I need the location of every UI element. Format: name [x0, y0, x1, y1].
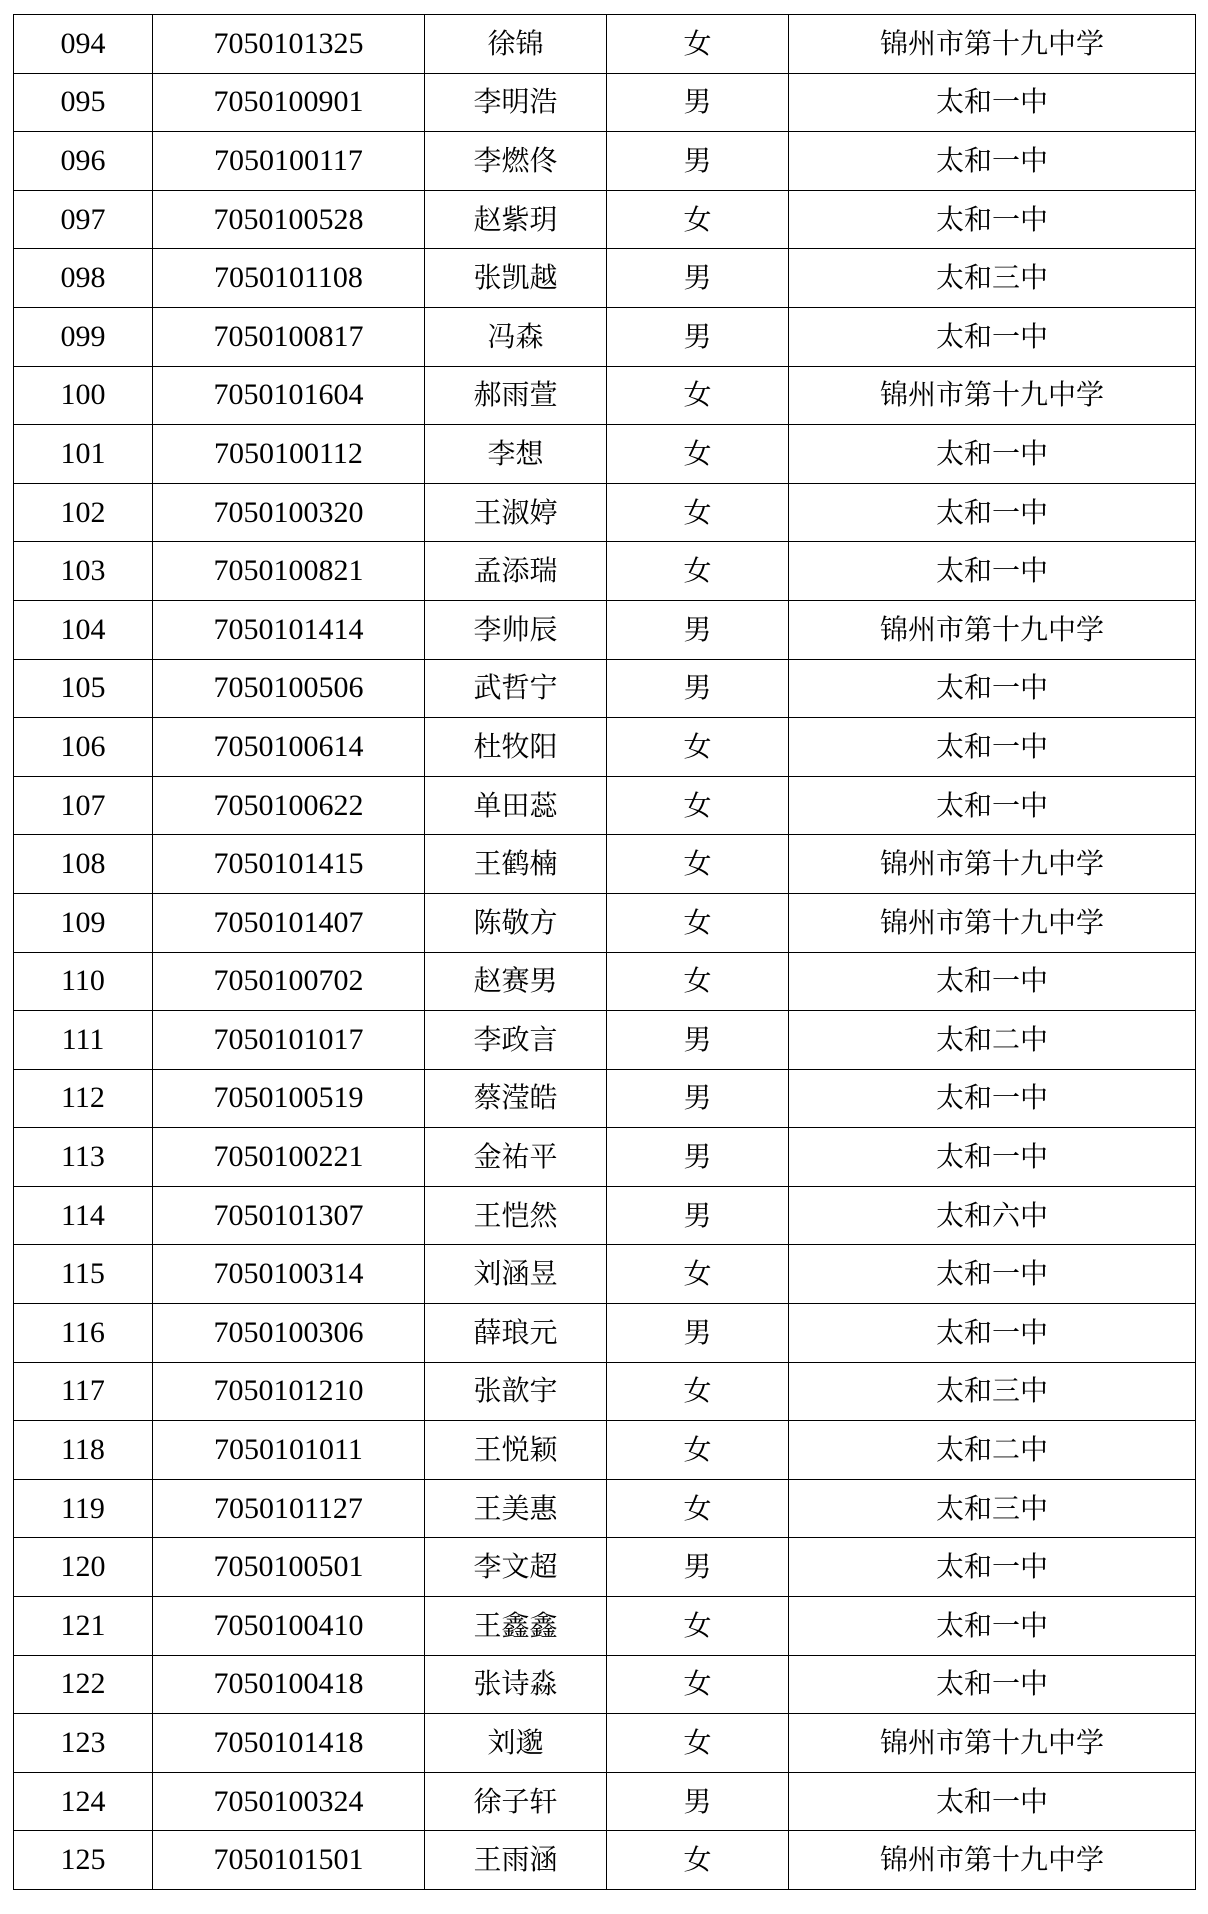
- gender-cell: 男: [607, 1304, 789, 1363]
- gender-cell: 女: [607, 952, 789, 1011]
- school-cell: 太和一中: [789, 425, 1196, 484]
- exam-id-cell: 7050100501: [153, 1538, 425, 1597]
- gender-cell: 男: [607, 1128, 789, 1187]
- exam-id-cell: 7050100614: [153, 718, 425, 777]
- seq-cell: 100: [14, 366, 153, 425]
- school-cell: 太和一中: [789, 1128, 1196, 1187]
- table-row: [14, 542, 1196, 601]
- exam-id-cell: 7050101307: [153, 1186, 425, 1245]
- school-cell: 太和一中: [789, 776, 1196, 835]
- exam-id-cell: 7050100519: [153, 1069, 425, 1128]
- exam-id-cell: 7050100418: [153, 1655, 425, 1714]
- name-cell: 刘涵昱: [425, 1245, 607, 1304]
- exam-id-cell: 7050101501: [153, 1831, 425, 1890]
- exam-id-cell: 7050100117: [153, 132, 425, 191]
- gender-cell: 女: [607, 893, 789, 952]
- name-cell: 王淑婷: [425, 483, 607, 542]
- exam-id-cell: 7050101108: [153, 249, 425, 308]
- seq-cell: 119: [14, 1479, 153, 1538]
- exam-id-cell: 7050101418: [153, 1714, 425, 1773]
- seq-cell: 110: [14, 952, 153, 1011]
- gender-cell: 女: [607, 15, 789, 74]
- table-row: [14, 776, 1196, 835]
- seq-cell: 112: [14, 1069, 153, 1128]
- gender-cell: 女: [607, 776, 789, 835]
- gender-cell: 女: [607, 1479, 789, 1538]
- school-cell: 锦州市第十九中学: [789, 1831, 1196, 1890]
- name-cell: 赵紫玥: [425, 190, 607, 249]
- exam-id-cell: 7050101210: [153, 1362, 425, 1421]
- name-cell: 赵赛男: [425, 952, 607, 1011]
- school-cell: 太和一中: [789, 132, 1196, 191]
- name-cell: 王鹤楠: [425, 835, 607, 894]
- school-cell: 太和一中: [789, 73, 1196, 132]
- exam-id-cell: 7050100817: [153, 307, 425, 366]
- table-row: [14, 1597, 1196, 1656]
- seq-cell: 125: [14, 1831, 153, 1890]
- school-cell: 太和二中: [789, 1421, 1196, 1480]
- table-row: [14, 307, 1196, 366]
- seq-cell: 116: [14, 1304, 153, 1363]
- gender-cell: 男: [607, 132, 789, 191]
- gender-cell: 女: [607, 366, 789, 425]
- seq-cell: 113: [14, 1128, 153, 1187]
- name-cell: 冯森: [425, 307, 607, 366]
- name-cell: 单田蕊: [425, 776, 607, 835]
- seq-cell: 097: [14, 190, 153, 249]
- gender-cell: 男: [607, 1011, 789, 1070]
- school-cell: 太和一中: [789, 542, 1196, 601]
- gender-cell: 女: [607, 1421, 789, 1480]
- seq-cell: 101: [14, 425, 153, 484]
- school-cell: 太和一中: [789, 1538, 1196, 1597]
- student-list-table: [13, 14, 1196, 1890]
- school-cell: 锦州市第十九中学: [789, 15, 1196, 74]
- exam-id-cell: 7050100314: [153, 1245, 425, 1304]
- name-cell: 孟添瑞: [425, 542, 607, 601]
- school-cell: 太和一中: [789, 1772, 1196, 1831]
- table-row: [14, 1831, 1196, 1890]
- school-cell: 太和一中: [789, 307, 1196, 366]
- exam-id-cell: 7050101127: [153, 1479, 425, 1538]
- table-row: [14, 1128, 1196, 1187]
- student-list-body: [14, 15, 1196, 1890]
- name-cell: 杜牧阳: [425, 718, 607, 777]
- table-row: [14, 366, 1196, 425]
- name-cell: 李文超: [425, 1538, 607, 1597]
- gender-cell: 男: [607, 307, 789, 366]
- seq-cell: 095: [14, 73, 153, 132]
- seq-cell: 118: [14, 1421, 153, 1480]
- seq-cell: 114: [14, 1186, 153, 1245]
- table-row: [14, 1362, 1196, 1421]
- name-cell: 李政言: [425, 1011, 607, 1070]
- name-cell: 张凯越: [425, 249, 607, 308]
- seq-cell: 096: [14, 132, 153, 191]
- seq-cell: 106: [14, 718, 153, 777]
- seq-cell: 124: [14, 1772, 153, 1831]
- school-cell: 太和一中: [789, 1304, 1196, 1363]
- exam-id-cell: 7050100112: [153, 425, 425, 484]
- seq-cell: 120: [14, 1538, 153, 1597]
- exam-id-cell: 7050100324: [153, 1772, 425, 1831]
- school-cell: 太和一中: [789, 483, 1196, 542]
- name-cell: 王鑫鑫: [425, 1597, 607, 1656]
- school-cell: 锦州市第十九中学: [789, 835, 1196, 894]
- table-row: [14, 1714, 1196, 1773]
- table-row: [14, 1011, 1196, 1070]
- exam-id-cell: 7050101604: [153, 366, 425, 425]
- table-row: [14, 1538, 1196, 1597]
- gender-cell: 女: [607, 1714, 789, 1773]
- name-cell: 李想: [425, 425, 607, 484]
- table-row: [14, 718, 1196, 777]
- name-cell: 薛琅元: [425, 1304, 607, 1363]
- name-cell: 王悦颖: [425, 1421, 607, 1480]
- school-cell: 太和三中: [789, 1479, 1196, 1538]
- name-cell: 王美惠: [425, 1479, 607, 1538]
- name-cell: 刘邈: [425, 1714, 607, 1773]
- exam-id-cell: 7050100702: [153, 952, 425, 1011]
- name-cell: 李燃佟: [425, 132, 607, 191]
- exam-id-cell: 7050100821: [153, 542, 425, 601]
- gender-cell: 男: [607, 1538, 789, 1597]
- school-cell: 锦州市第十九中学: [789, 366, 1196, 425]
- table-row: [14, 893, 1196, 952]
- school-cell: 太和一中: [789, 1245, 1196, 1304]
- table-row: [14, 190, 1196, 249]
- gender-cell: 男: [607, 659, 789, 718]
- exam-id-cell: 7050101017: [153, 1011, 425, 1070]
- name-cell: 蔡滢皓: [425, 1069, 607, 1128]
- gender-cell: 女: [607, 542, 789, 601]
- name-cell: 徐锦: [425, 15, 607, 74]
- exam-id-cell: 7050100221: [153, 1128, 425, 1187]
- name-cell: 李帅辰: [425, 600, 607, 659]
- exam-id-cell: 7050101011: [153, 1421, 425, 1480]
- table-row: [14, 249, 1196, 308]
- seq-cell: 109: [14, 893, 153, 952]
- school-cell: 太和一中: [789, 659, 1196, 718]
- seq-cell: 099: [14, 307, 153, 366]
- table-row: [14, 1186, 1196, 1245]
- table-row: [14, 483, 1196, 542]
- table-row: [14, 1772, 1196, 1831]
- school-cell: 太和一中: [789, 1069, 1196, 1128]
- seq-cell: 121: [14, 1597, 153, 1656]
- table-row: [14, 835, 1196, 894]
- table-row: [14, 1304, 1196, 1363]
- gender-cell: 男: [607, 600, 789, 659]
- seq-cell: 117: [14, 1362, 153, 1421]
- school-cell: 太和六中: [789, 1186, 1196, 1245]
- gender-cell: 女: [607, 718, 789, 777]
- seq-cell: 123: [14, 1714, 153, 1773]
- name-cell: 李明浩: [425, 73, 607, 132]
- seq-cell: 102: [14, 483, 153, 542]
- gender-cell: 女: [607, 835, 789, 894]
- name-cell: 张歆宇: [425, 1362, 607, 1421]
- table-row: [14, 1069, 1196, 1128]
- school-cell: 太和一中: [789, 952, 1196, 1011]
- school-cell: 太和三中: [789, 1362, 1196, 1421]
- gender-cell: 男: [607, 1186, 789, 1245]
- gender-cell: 女: [607, 190, 789, 249]
- gender-cell: 男: [607, 73, 789, 132]
- table-row: [14, 600, 1196, 659]
- name-cell: 陈敬方: [425, 893, 607, 952]
- name-cell: 王恺然: [425, 1186, 607, 1245]
- table-row: [14, 73, 1196, 132]
- school-cell: 太和一中: [789, 1597, 1196, 1656]
- gender-cell: 女: [607, 1597, 789, 1656]
- exam-id-cell: 7050101325: [153, 15, 425, 74]
- table-row: [14, 1421, 1196, 1480]
- table-row: [14, 1245, 1196, 1304]
- student-list-table-container: [13, 14, 1195, 1890]
- exam-id-cell: 7050100901: [153, 73, 425, 132]
- school-cell: 太和一中: [789, 190, 1196, 249]
- seq-cell: 105: [14, 659, 153, 718]
- exam-id-cell: 7050101414: [153, 600, 425, 659]
- seq-cell: 104: [14, 600, 153, 659]
- gender-cell: 女: [607, 1655, 789, 1714]
- name-cell: 武哲宁: [425, 659, 607, 718]
- exam-id-cell: 7050100320: [153, 483, 425, 542]
- gender-cell: 男: [607, 1772, 789, 1831]
- table-row: [14, 1655, 1196, 1714]
- table-row: [14, 1479, 1196, 1538]
- table-row: [14, 659, 1196, 718]
- school-cell: 太和二中: [789, 1011, 1196, 1070]
- seq-cell: 094: [14, 15, 153, 74]
- gender-cell: 女: [607, 1831, 789, 1890]
- name-cell: 金祐平: [425, 1128, 607, 1187]
- seq-cell: 111: [14, 1011, 153, 1070]
- table-row: [14, 425, 1196, 484]
- seq-cell: 115: [14, 1245, 153, 1304]
- exam-id-cell: 7050100528: [153, 190, 425, 249]
- seq-cell: 107: [14, 776, 153, 835]
- seq-cell: 103: [14, 542, 153, 601]
- gender-cell: 女: [607, 1245, 789, 1304]
- gender-cell: 男: [607, 1069, 789, 1128]
- school-cell: 锦州市第十九中学: [789, 893, 1196, 952]
- school-cell: 太和一中: [789, 1655, 1196, 1714]
- table-row: [14, 15, 1196, 74]
- exam-id-cell: 7050100410: [153, 1597, 425, 1656]
- school-cell: 太和一中: [789, 718, 1196, 777]
- school-cell: 太和三中: [789, 249, 1196, 308]
- seq-cell: 098: [14, 249, 153, 308]
- table-row: [14, 952, 1196, 1011]
- name-cell: 王雨涵: [425, 1831, 607, 1890]
- exam-id-cell: 7050101407: [153, 893, 425, 952]
- school-cell: 锦州市第十九中学: [789, 600, 1196, 659]
- exam-id-cell: 7050100622: [153, 776, 425, 835]
- name-cell: 郝雨萱: [425, 366, 607, 425]
- table-row: [14, 132, 1196, 191]
- name-cell: 徐子轩: [425, 1772, 607, 1831]
- name-cell: 张诗淼: [425, 1655, 607, 1714]
- exam-id-cell: 7050100306: [153, 1304, 425, 1363]
- gender-cell: 女: [607, 1362, 789, 1421]
- school-cell: 锦州市第十九中学: [789, 1714, 1196, 1773]
- seq-cell: 122: [14, 1655, 153, 1714]
- exam-id-cell: 7050100506: [153, 659, 425, 718]
- gender-cell: 女: [607, 425, 789, 484]
- seq-cell: 108: [14, 835, 153, 894]
- exam-id-cell: 7050101415: [153, 835, 425, 894]
- gender-cell: 女: [607, 483, 789, 542]
- gender-cell: 男: [607, 249, 789, 308]
